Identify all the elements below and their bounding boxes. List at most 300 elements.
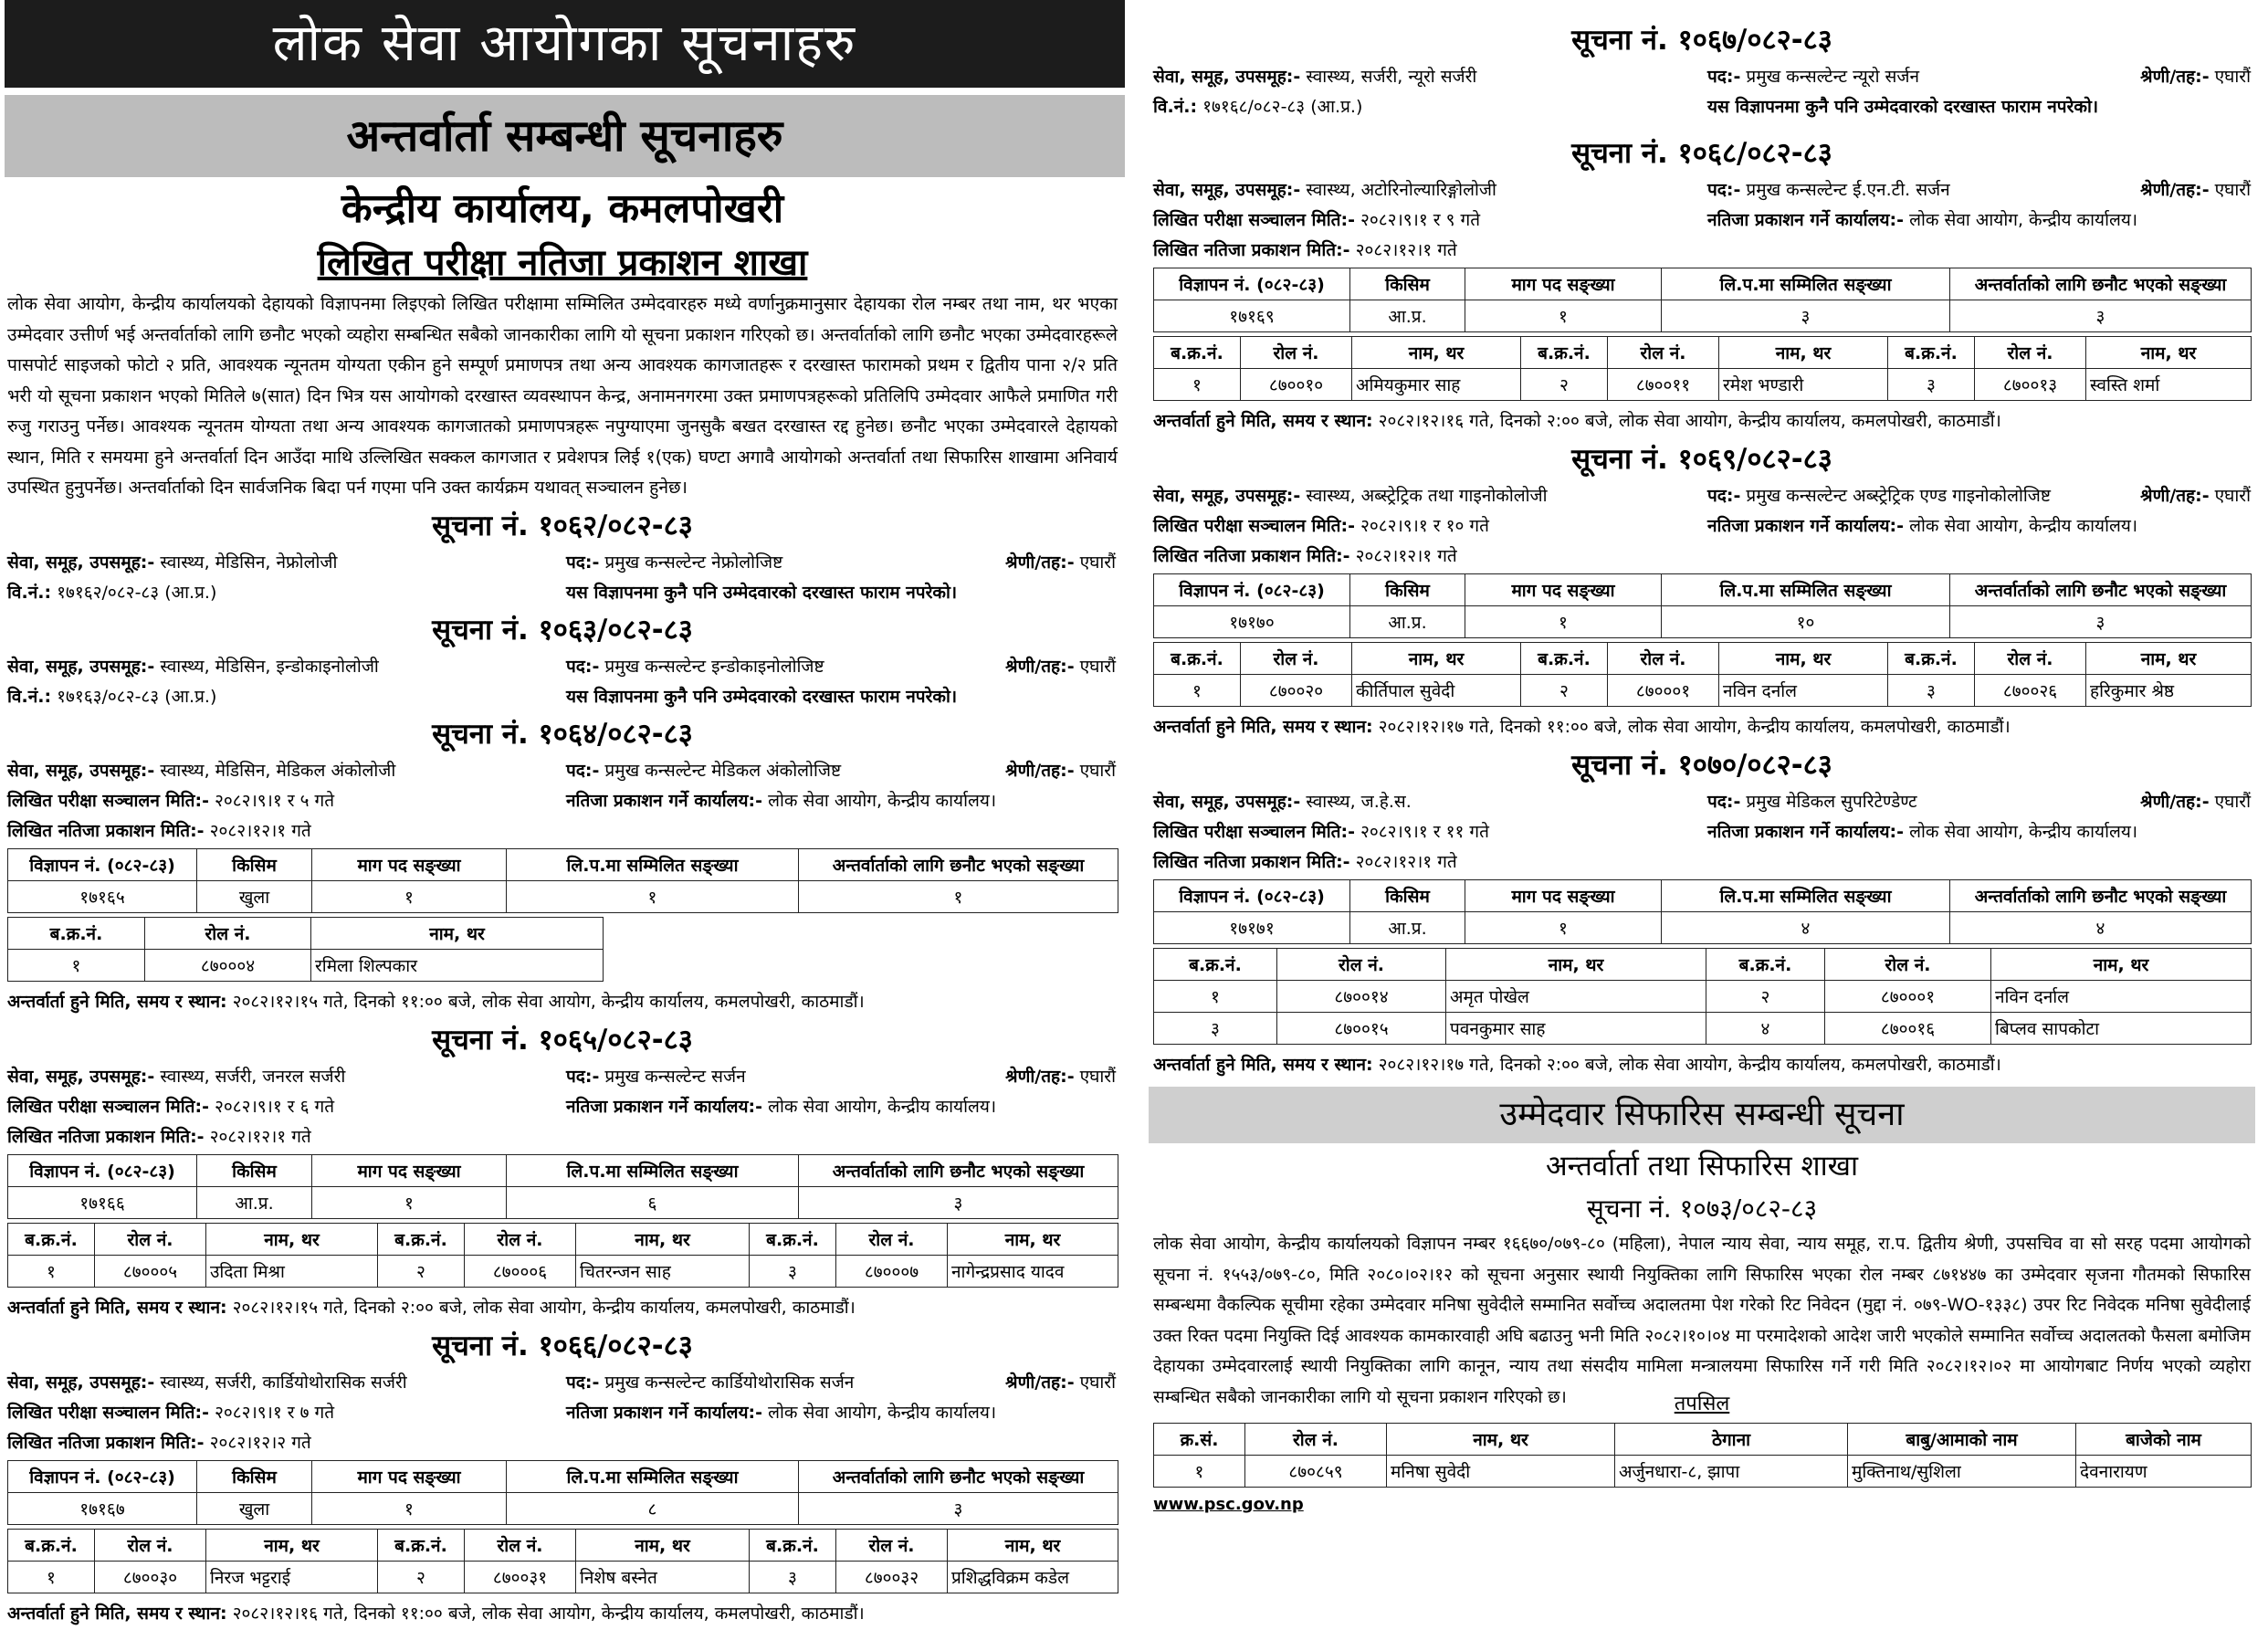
result-office-value: लोक सेवा आयोग, केन्द्रीय कार्यालय। [768, 1403, 997, 1423]
service-value: स्वास्थ्य, अटोरिनोल्यारिङ्गोलोजी [1306, 180, 1496, 200]
notice-title: सूचना नं. १०६७/०८२-८३ [1571, 24, 1832, 57]
interview-label: अन्तर्वार्ता हुने मिति, समय र स्थान: [7, 1604, 227, 1624]
cell: ८७०८५९ [1245, 1456, 1387, 1488]
cell: बिप्लव सापकोटा [1991, 1013, 2252, 1045]
cell: ८७००१३ [1975, 369, 2086, 401]
interview-value: २०८२।१२।१७ गते, दिनको ११:०० बजे, लोक सेवा आयोग, केन्द्रीय कार्यालय, कमलपोखरी, काठमाडौं। [1378, 717, 2011, 737]
header-cell: विज्ञापन नं. (०८२-८३) [8, 1461, 197, 1493]
exam-date-label: लिखित परीक्षा सञ्चालन मिति:- [1153, 210, 1355, 230]
header-cell: लि.प.मा सम्मिलित सङ्ख्या [507, 1461, 799, 1493]
service-label: सेवा, समूह, उपसमूह:- [1153, 792, 1301, 812]
cell: ८७००१४ [1277, 981, 1446, 1013]
cell: ८ [507, 1493, 799, 1525]
notice-title: सूचना नं. १०७०/०८२-८३ [1571, 749, 1832, 782]
header-cell: नाम, थर [576, 1530, 750, 1562]
notice-title: सूचना नं. १०६४/०८२-८३ [432, 718, 693, 751]
table-row [1154, 675, 2252, 707]
main-title: लोक सेवा आयोगका सूचनाहरु [5, 0, 1125, 88]
cell: ३ [1662, 300, 1950, 332]
cell: २ [1521, 675, 1608, 707]
cell: ८७०००१ [1825, 981, 1991, 1013]
header-cell: नाम, थर [1719, 643, 1888, 675]
cell: ८७०००५ [95, 1256, 206, 1288]
result-date-value: २०८२।१२।१ गते [209, 821, 311, 841]
interview-line [1149, 710, 2255, 743]
result-date-row [0, 816, 1125, 847]
header-cell: रोल नं. [1975, 643, 2086, 675]
cell: रमेश भण्डारी [1719, 369, 1888, 401]
cell: ३ [1888, 369, 1975, 401]
header-cell: रोल नं. [1608, 643, 1719, 675]
post-label: पद:- [566, 552, 600, 573]
post-value: प्रमुख कन्सल्टेन्ट न्यूरो सर्जन [1746, 67, 1920, 87]
service-value: स्वास्थ्य, सर्जरी, न्यूरो सर्जरी [1306, 67, 1477, 87]
cell: ३ [750, 1562, 836, 1593]
header-cell: नाम, थर [1352, 337, 1521, 369]
cell: २ [1706, 981, 1825, 1013]
cell: १ [507, 881, 799, 913]
cell: ८७००३१ [465, 1562, 576, 1593]
header-cell: ब.क्र.नं. [378, 1530, 465, 1562]
cell: ३ [1950, 300, 2252, 332]
table-row [1154, 981, 2252, 1013]
level-value: एघारौं [1079, 1067, 1116, 1087]
post-value: प्रमुख कन्सल्टेन्ट कार्डियोथोरासिक सर्जन [604, 1372, 855, 1393]
cell: निरज भट्टराई [206, 1562, 378, 1593]
post-value: प्रमुख कन्सल्टेन्ट नेफ्रोलोजिष्ट [604, 552, 783, 573]
header-cell: ब.क्र.नं. [1521, 643, 1608, 675]
result-date-row [1149, 542, 2255, 572]
interview-line [1149, 405, 2255, 437]
cell: अमियकुमार साह [1352, 369, 1521, 401]
cell: २ [378, 1256, 465, 1288]
service-row [0, 1062, 1125, 1092]
no-applicant-note: यस विज्ञापनमा कुनै पनि उम्मेदवारको दरखास्त फाराम नपरेको। [566, 687, 958, 707]
notice-title: सूचना नं. १०६२/०८२-८३ [432, 510, 693, 542]
cell: १ [8, 950, 145, 982]
notice-title: सूचना नं. १०६३/०८२-८३ [432, 614, 693, 647]
header-cell: माग पद सङ्ख्या [312, 1461, 507, 1493]
cell: ८७००३२ [836, 1562, 948, 1593]
header-cell: किसिम [1350, 574, 1465, 606]
header-cell: रोल नं. [1245, 1424, 1387, 1456]
table-row [1154, 1013, 2252, 1045]
result-office-label: नतिजा प्रकाशन गर्ने कार्यालय:- [1707, 822, 1905, 842]
header-cell: ब.क्र.नं. [1154, 949, 1277, 981]
cell: ८७०००६ [465, 1256, 576, 1288]
cell: १७१६६ [8, 1187, 197, 1219]
interview-line [0, 1597, 1125, 1630]
interview-line [0, 1291, 1125, 1324]
summary-table [7, 848, 1118, 913]
right-column [1149, 0, 2255, 1519]
header-cell: नाम, थर [1991, 949, 2252, 981]
header-cell: रोल नं. [1241, 337, 1352, 369]
exam-date-label: लिखित परीक्षा सञ्चालन मिति:- [1153, 822, 1355, 842]
interview-notices-banner: अन्तर्वार्ता सम्बन्धी सूचनाहरु [5, 95, 1125, 177]
cell: १ [1465, 606, 1662, 638]
notice-1067 [1149, 18, 2255, 122]
adno-value: १७१६३/०८२-८३ (आ.प्र.) [57, 687, 217, 707]
header-cell: रोल नं. [465, 1224, 576, 1256]
header-cell: माग पद सङ्ख्या [1465, 268, 1662, 300]
cell: ८७००३० [95, 1562, 206, 1593]
header-cell: नाम, थर [1387, 1424, 1615, 1456]
header-cell: ब.क्र.नं. [1521, 337, 1608, 369]
service-label: सेवा, समूह, उपसमूह:- [7, 552, 155, 573]
cell: ८७००१५ [1277, 1013, 1446, 1045]
header-cell: अन्तर्वार्ताको लागि छनौट भएको सङ्ख्या [799, 849, 1118, 881]
header-cell: बाजेको नाम [2076, 1424, 2252, 1456]
header-cell: किसिम [197, 1461, 312, 1493]
header-cell: ब.क्र.नं. [8, 918, 145, 950]
website-link[interactable]: www.psc.gov.np [1153, 1495, 1304, 1514]
result-date-value: २०८२।१२।१ गते [1355, 546, 1457, 566]
cell: हरिकुमार श्रेष्ठ [2086, 675, 2252, 707]
result-office-label: नतिजा प्रकाशन गर्ने कार्यालय:- [1707, 516, 1905, 536]
exam-row [1149, 205, 2255, 236]
cell: ८७००२० [1241, 675, 1352, 707]
header-cell: नाम, थर [206, 1224, 378, 1256]
cell: रमिला शिल्पकार [311, 950, 604, 982]
header-cell: नाम, थर [2086, 337, 2252, 369]
result-date-label: लिखित नतिजा प्रकाशन मिति:- [7, 1433, 205, 1453]
header-cell: नाम, थर [1719, 337, 1888, 369]
header-cell: नाम, थर [2086, 643, 2252, 675]
cell: आ.प्र. [197, 1187, 312, 1219]
result-office-value: लोक सेवा आयोग, केन्द्रीय कार्यालय। [1909, 822, 2138, 842]
cell: उदिता मिश्रा [206, 1256, 378, 1288]
cell: ३ [750, 1256, 836, 1288]
header-cell: ब.क्र.नं. [378, 1224, 465, 1256]
cell: स्वस्ति शर्मा [2086, 369, 2252, 401]
header-cell: रोल नं. [465, 1530, 576, 1562]
exam-date-value: २०८२।९।१ र ६ गते [215, 1097, 335, 1117]
cell: १ [1154, 675, 1241, 707]
notice-title: सूचना नं. १०६८/०८२-८३ [1571, 137, 1832, 170]
interview-label: अन्तर्वार्ता हुने मिति, समय र स्थान: [1153, 717, 1373, 737]
candidate-table [1153, 336, 2252, 401]
cell: ८७००१६ [1825, 1013, 1991, 1045]
cell: आ.प्र. [1350, 300, 1465, 332]
level-label: श्रेणी/तह:- [2140, 180, 2210, 200]
header-cell: रोल नं. [145, 918, 311, 950]
header-cell: माग पद सङ्ख्या [312, 849, 507, 881]
post-value: प्रमुख कन्सल्टेन्ट इन्डोकाइनोलोजिष्ट [604, 657, 824, 677]
result-date-value: २०८२।१२।१ गते [1355, 852, 1457, 872]
header-cell: विज्ञापन नं. (०८२-८३) [1154, 574, 1350, 606]
header-cell: ब.क्र.नं. [8, 1224, 95, 1256]
level-label: श्रेणी/तह:- [2140, 792, 2210, 812]
cell: २ [1521, 369, 1608, 401]
cell: ३ [1888, 675, 1975, 707]
exam-row [0, 1092, 1125, 1122]
service-row [0, 548, 1125, 578]
cell: १ [1465, 912, 1662, 944]
header-cell: रोल नं. [1241, 643, 1352, 675]
level-label: श्रेणी/तह:- [2140, 486, 2210, 506]
cell: नविन दर्नाल [1991, 981, 2252, 1013]
header-cell: ब.क्र.नं. [8, 1530, 95, 1562]
candidate-table [1153, 642, 2252, 707]
header-cell: रोल नं. [95, 1224, 206, 1256]
summary-table [1153, 573, 2252, 638]
exam-date-label: लिखित परीक्षा सञ्चालन मिति:- [7, 1097, 209, 1117]
summary-table [7, 1460, 1118, 1525]
header-cell: किसिम [197, 1155, 312, 1187]
level-value: एघारौं [1079, 1372, 1116, 1393]
adno-label: वि.नं.: [7, 583, 52, 603]
recommendation-section [1149, 1087, 2255, 1519]
recommendation-table [1153, 1423, 2252, 1488]
service-value: स्वास्थ्य, अब्स्ट्रेट्रिक तथा गाइनोकोलोजी [1306, 486, 1548, 506]
table-row [1154, 369, 2252, 401]
notice-title: सूचना नं. १०६९/०८२-८३ [1571, 443, 1832, 476]
cell: १७१६९ [1154, 300, 1350, 332]
interview-line [0, 985, 1125, 1018]
cell: कीर्तिपाल सुवेदी [1352, 675, 1521, 707]
adno-value: १७१६८/०८२-८३ (आ.प्र.) [1202, 97, 1363, 117]
cell: निशेष बस्नेत [576, 1562, 750, 1593]
header-cell: नाम, थर [576, 1224, 750, 1256]
cell: मुक्तिनाथ/सुशिला [1848, 1456, 2076, 1488]
cell: ८७०००१ [1608, 675, 1719, 707]
header-cell: ब.क्र.नं. [1888, 643, 1975, 675]
post-label: पद:- [566, 761, 600, 781]
header-cell: अन्तर्वार्ताको लागि छनौट भएको सङ्ख्या [799, 1155, 1118, 1187]
cell: खुला [197, 881, 312, 913]
service-row [0, 756, 1125, 786]
notice-1064 [0, 712, 1125, 1018]
exam-date-label: लिखित परीक्षा सञ्चालन मिति:- [7, 1403, 209, 1423]
cell: ८७००११ [1608, 369, 1719, 401]
header-cell: रोल नं. [1608, 337, 1719, 369]
header-cell: अन्तर्वार्ताको लागि छनौट भएको सङ्ख्या [1950, 574, 2252, 606]
interview-value: २०८२।१२।१५ गते, दिनको ११:०० बजे, लोक सेवा आयोग, केन्द्रीय कार्यालय, कमलपोखरी, काठमाडौं। [232, 992, 865, 1012]
no-applicant-note: यस विज्ञापनमा कुनै पनि उम्मेदवारको दरखास्त फाराम नपरेको। [1707, 97, 2099, 117]
post-value: प्रमुख कन्सल्टेन्ट मेडिकल अंकोलोजिष्ट [604, 761, 842, 781]
post-value: प्रमुख कन्सल्टेन्ट अब्स्ट्रेट्रिक एण्ड गाइनोकोलोजिष्ट [1746, 486, 2051, 506]
service-row [0, 652, 1125, 682]
result-office-value: लोक सेवा आयोग, केन्द्रीय कार्यालय। [1909, 210, 2138, 230]
post-label: पद:- [1707, 792, 1741, 812]
recommendation-paragraph: लोक सेवा आयोग, केन्द्रीय कार्यालयको विज्ञापन नम्बर १६६७०/०७९-८० (महिला), नेपाल न्याय सेवा, न्याय समूह, रा.प. द्वितीय श्रेणी, उपसचिव वा सो सरह पदमा आयोगको सूचना नं. १५५३/०७९-८०, मिति २०८०।०२।१२ को सूचना अनुसार स्थायी नियुक्तिका लागि सिफारिस भएका रोल नम्बर ८७१४४७ का उम्मेदवार सृजना गौतमको सिफारिस सम्बन्धमा वैकल्पिक सूचीमा रहेका उम्मेदवार मनिषा सुवेदीले सम्मानित सर्वोच्च अदालतमा पेश गरेको रिट निवेदन (मुद्दा नं. ०७९-WO-१३३८) उपर रिट निवेदक मनिषा सुवेदीलाई उक्त रिक्त पदमा नियुक्ति दिई आवश्यक कामकारवाही अघि बढाउनु भनी मिति २०८२।१०।०४ मा परमादेशको आदेश जारी भएकोले सम्मानित सर्वोच्च अदालतको फैसला बमोजिम देहायका उम्मेदवारलाई स्थायी नियुक्तिका लागि कानून, न्याय तथा संसदीय मामिला मन्त्रालयमा सिफारिस गर्ने गरी मिति २०८२।१२।०२ मा आयोगबाट निर्णय भएको व्यहोरा सम्बन्धित सबैको जानकारीका लागि यो सूचना प्रकाशन गरिएको छ। [1153, 1234, 2251, 1407]
interview-label: अन्तर्वार्ता हुने मिति, समय र स्थान: [7, 992, 227, 1012]
recommendation-banner: उम्मेदवार सिफारिस सम्बन्धी सूचना [1149, 1087, 2255, 1143]
cell: १ [1154, 369, 1241, 401]
header-cell: विज्ञापन नं. (०८२-८३) [8, 849, 197, 881]
summary-table [7, 1154, 1118, 1219]
header-cell: ब.क्र.नं. [1154, 337, 1241, 369]
service-value: स्वास्थ्य, मेडिसिन, इन्डोकाइनोलोजी [160, 657, 379, 677]
header-cell: रोल नं. [1825, 949, 1991, 981]
cell: १७१६५ [8, 881, 197, 913]
header-cell: रोल नं. [836, 1224, 948, 1256]
service-label: सेवा, समूह, उपसमूह:- [7, 1372, 155, 1393]
header-cell: नाम, थर [206, 1530, 378, 1562]
cell: आ.प्र. [1350, 912, 1465, 944]
header-cell: ब.क्र.नं. [1888, 337, 1975, 369]
result-office-label: नतिजा प्रकाशन गर्ने कार्यालय:- [1707, 210, 1905, 230]
header-cell: क्र.सं. [1154, 1424, 1245, 1456]
result-office-value: लोक सेवा आयोग, केन्द्रीय कार्यालय। [768, 1097, 997, 1117]
cell: ८७०००४ [145, 950, 311, 982]
no-applicant-note: यस विज्ञापनमा कुनै पनि उम्मेदवारको दरखास्त फाराम नपरेको। [566, 583, 958, 603]
header-cell: अन्तर्वार्ताको लागि छनौट भएको सङ्ख्या [1950, 268, 2252, 300]
cell: ४ [1706, 1013, 1825, 1045]
header-cell: किसिम [197, 849, 312, 881]
result-date-row [1149, 236, 2255, 266]
level-value: एघारौं [2214, 792, 2251, 812]
service-label: सेवा, समूह, उपसमूह:- [7, 657, 155, 677]
notice-title: सूचना नं. १०६६/०८२-८३ [432, 1330, 693, 1362]
cell: चितरन्जन साह [576, 1256, 750, 1288]
exam-date-value: २०८२।९।१ र ९ गते [1360, 210, 1481, 230]
adno-label: वि.नं.: [7, 687, 52, 707]
cell: प्रशिद्धविक्रम कडेल [948, 1562, 1118, 1593]
service-row [1149, 62, 2255, 92]
cell: पवनकुमार साह [1446, 1013, 1706, 1045]
table-row [8, 950, 604, 982]
result-office-label: नतिजा प्रकाशन गर्ने कार्यालय:- [566, 1403, 763, 1423]
result-date-label: लिखित नतिजा प्रकाशन मिति:- [7, 1127, 205, 1147]
header-cell: नाम, थर [1352, 643, 1521, 675]
candidate-table [7, 917, 604, 982]
cell: अर्जुनधारा-८, झापा [1615, 1456, 1848, 1488]
adno-label: वि.नं.: [1153, 97, 1198, 117]
cell: १७१७१ [1154, 912, 1350, 944]
exam-row [0, 1398, 1125, 1428]
result-date-value: २०८२।१२।१ गते [1355, 240, 1457, 260]
exam-row [1149, 817, 2255, 847]
candidate-table [1153, 948, 2252, 1045]
header-cell: ब.क्र.नं. [750, 1530, 836, 1562]
post-label: पद:- [1707, 486, 1741, 506]
exam-date-value: २०८२।९।१ र ५ गते [215, 791, 335, 811]
left-column [0, 0, 1125, 1630]
cell: १० [1662, 606, 1950, 638]
header-cell: विज्ञापन नं. (०८२-८३) [8, 1155, 197, 1187]
interview-value: २०८२।१२।१६ गते, दिनको ११:०० बजे, लोक सेवा आयोग, केन्द्रीय कार्यालय, कमलपोखरी, काठमाडौं। [232, 1604, 865, 1624]
header-cell: रोल नं. [95, 1530, 206, 1562]
candidate-table [7, 1223, 1118, 1288]
cell: १७१६७ [8, 1493, 197, 1525]
cell: ४ [1662, 912, 1950, 944]
header-cell: रोल नं. [836, 1530, 948, 1562]
header-cell: लि.प.मा सम्मिलित सङ्ख्या [1662, 268, 1950, 300]
cell: अमृत पोखेल [1446, 981, 1706, 1013]
table-row [8, 1256, 1118, 1288]
service-value: स्वास्थ्य, ज.हे.स. [1306, 792, 1412, 812]
post-value: प्रमुख कन्सल्टेन्ट सर्जन [604, 1067, 746, 1087]
cell: १ [312, 1187, 507, 1219]
result-date-row [0, 1122, 1125, 1152]
notice-1063 [0, 608, 1125, 712]
interview-value: २०८२।१२।१६ गते, दिनको २:०० बजे, लोक सेवा आयोग, केन्द्रीय कार्यालय, कमलपोखरी, काठमाडौं। [1378, 411, 2001, 431]
header-cell: रोल नं. [1277, 949, 1446, 981]
cell: १ [312, 881, 507, 913]
cell: ६ [507, 1187, 799, 1219]
service-label: सेवा, समूह, उपसमूह:- [1153, 486, 1301, 506]
header-cell: किसिम [1350, 268, 1465, 300]
interview-line [1149, 1048, 2255, 1081]
result-office-value: लोक सेवा आयोग, केन्द्रीय कार्यालय। [768, 791, 997, 811]
header-cell: नाम, थर [948, 1530, 1118, 1562]
exam-date-value: २०८२।९।१ र ७ गते [215, 1403, 335, 1423]
service-value: स्वास्थ्य, सर्जरी, कार्डियोथोरासिक सर्जरी [160, 1372, 407, 1393]
header-cell: अन्तर्वार्ताको लागि छनौट भएको सङ्ख्या [1950, 880, 2252, 912]
adno-value: १७१६२/०८२-८३ (आ.प्र.) [57, 583, 217, 603]
cell: १ [1154, 1456, 1245, 1488]
notice-title: सूचना नं. १०७३/०८२-८३ [1586, 1194, 1818, 1224]
service-row [0, 1368, 1125, 1398]
level-label: श्रेणी/तह:- [1005, 552, 1075, 573]
post-value: प्रमुख कन्सल्टेन्ट ई.एन.टी. सर्जन [1746, 180, 1950, 200]
cell: ८७००१० [1241, 369, 1352, 401]
result-office-label: नतिजा प्रकाशन गर्ने कार्यालय:- [566, 791, 763, 811]
exam-date-label: लिखित परीक्षा सञ्चालन मिति:- [7, 791, 209, 811]
schedule-heading: तपसिल [1674, 1393, 1730, 1415]
cell: ३ [1154, 1013, 1277, 1045]
service-value: स्वास्थ्य, सर्जरी, जनरल सर्जरी [160, 1067, 346, 1087]
header-cell: माग पद सङ्ख्या [1465, 574, 1662, 606]
header-cell: लि.प.मा सम्मिलित सङ्ख्या [1662, 574, 1950, 606]
cell: १ [799, 881, 1118, 913]
header-cell: बाबु/आमाको नाम [1848, 1424, 2076, 1456]
summary-table [1153, 268, 2252, 332]
result-date-value: २०८२।१२।१ गते [209, 1127, 311, 1147]
recommendation-branch: अन्तर्वार्ता तथा सिफारिस शाखा [1545, 1150, 1858, 1183]
notice-title: सूचना नं. १०६५/०८२-८३ [432, 1024, 693, 1057]
header-cell: विज्ञापन नं. (०८२-८३) [1154, 268, 1350, 300]
service-label: सेवा, समूह, उपसमूह:- [1153, 67, 1301, 87]
header-cell: लि.प.मा सम्मिलित सङ्ख्या [1662, 880, 1950, 912]
result-office-label: नतिजा प्रकाशन गर्ने कार्यालय:- [566, 1097, 763, 1117]
cell: नागेन्द्रप्रसाद यादव [948, 1256, 1118, 1288]
interview-label: अन्तर्वार्ता हुने मिति, समय र स्थान: [7, 1298, 227, 1318]
level-label: श्रेणी/तह:- [1005, 1067, 1075, 1087]
branch-heading: लिखित परीक्षा नतिजा प्रकाशन शाखा [317, 242, 808, 284]
cell: १ [1154, 981, 1277, 1013]
header-cell: अन्तर्वार्ताको लागि छनौट भएको सङ्ख्या [799, 1461, 1118, 1493]
header-cell: नाम, थर [948, 1224, 1118, 1256]
adno-row [0, 682, 1125, 712]
notice-1066 [0, 1324, 1125, 1630]
notice-1068 [1149, 131, 2255, 437]
intro-paragraph: लोक सेवा आयोग, केन्द्रीय कार्यालयको देहायको विज्ञापनमा लिइएको लिखित परीक्षामा सम्मिलित उम्मेदवारहरु मध्ये वर्णानुक्रमानुसार देहायका रोल नम्बर तथा नाम, थर भएका उम्मेदवार उत्तीर्ण भई अन्तर्वार्ताको लागि छनौट भएको व्यहोरा सम्बन्धित सबैको जानकारीका लागि यो सूचना प्रकाशन गरिएको छ। अन्तर्वार्ताको लागि छनौट भएका उम्मेदवारहरूले पासपोर्ट साइजको फोटो २ प्रति, आवश्यक न्यूनतम योग्यता एकीन हुने सम्पूर्ण प्रमाणपत्र तथा अन्य आवश्यक कागजातहरू र दरखास्त फारामको प्रथम र द्वितीय पाना २/२ प्रति भरी यो सूचना प्रकाशन भएको मितिले ७(सात) दिन भित्र यस आयोगको दरखास्त व्यवस्थापन केन्द्र, अनामनगरमा उक्त प्रमाणपत्रहरूको प्रतिलिपि उम्मेदवार आफैले प्रमाणित गरी रुजु गराउनु पर्नेछ। आवश्यक न्यूनतम योग्यता तथा अन्य आवश्यक कागजातको प्रमाणपत्रहरू नपुग्याएमा जुनसुकै बखत दरखास्त रद्द हुनेछ। छनौट भएका उम्मेदवारले देहायको स्थान, मिति र समयमा हुने अन्तर्वार्ता दिन आउँदा माथि उल्लिखित सक्कल कागजात र प्रवेशपत्र लिई १(एक) घण्टा अगावै आयोगको अन्तर्वार्ता तथा सिफारिस शाखामा अनिवार्य उपस्थित हुनुपर्नेछ। अन्तर्वार्ताको दिन सार्वजनिक बिदा पर्न गएमा पनि उक्त कार्यक्रम यथावत् सञ्चालन हुनेछ। [7, 293, 1118, 498]
exam-date-value: २०८२।९।१ र ११ गते [1360, 822, 1489, 842]
cell: १ [1465, 300, 1662, 332]
level-value: एघारौं [2214, 67, 2251, 87]
level-value: एघारौं [1079, 552, 1116, 573]
result-date-label: लिखित नतिजा प्रकाशन मिति:- [1153, 240, 1350, 260]
header-cell: किसिम [1350, 880, 1465, 912]
notice-1070 [1149, 743, 2255, 1081]
exam-row [0, 786, 1125, 816]
header-cell: नाम, थर [1446, 949, 1706, 981]
service-row [1149, 175, 2255, 205]
cell: १ [8, 1562, 95, 1593]
header-cell: विज्ञापन नं. (०८२-८३) [1154, 880, 1350, 912]
header-cell: नाम, थर [311, 918, 604, 950]
level-label: श्रेणी/तह:- [1005, 657, 1075, 677]
service-value: स्वास्थ्य, मेडिसिन, नेफ्रोलोजी [160, 552, 338, 573]
cell: २ [378, 1562, 465, 1593]
notice-1069 [1149, 437, 2255, 743]
level-value: एघारौं [1079, 657, 1116, 677]
cell: देवनारायण [2076, 1456, 2252, 1488]
cell: ८७०००७ [836, 1256, 948, 1288]
